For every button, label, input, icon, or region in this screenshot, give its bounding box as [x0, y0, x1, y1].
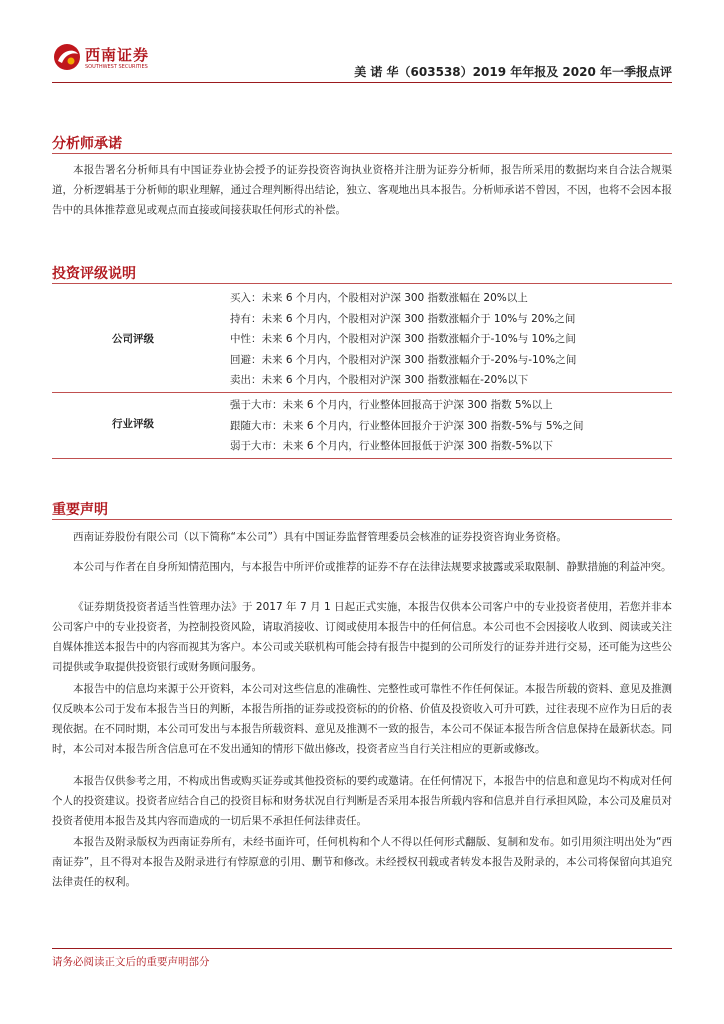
- section-title-rating: 投资评级说明: [52, 266, 136, 282]
- analyst-commitment-paragraph: 本报告署名分析师具有中国证券业协会授予的证券投资咨询执业资格并注册为证券分析师，报告所采用的数据均来自合法合规渠道，分析逻辑基于分析师的职业理解，通过合理判断得出结论，独立、客观地出具本报告。分析师承诺不曾因，不因，也将不会因本报告中的具体推荐意见或观点而直接或间接获取任何形式的补偿。: [52, 164, 672, 216]
- company-rating-label: 公司评级: [112, 333, 154, 345]
- header-divider: [52, 82, 672, 83]
- disclaimer-paragraph: 《证券期货投资者适当性管理办法》于 2017 年 7 月 1 日起正式实施，本报告仅供本公司客户中的专业投资者使用，若您并非本公司客户中的专业投资者，为控制投资风险，请取消接收、订阅或使用本报告中的任何信息。本公司也不会因接收人收到、阅读或关注自媒体推送本报告中的内容而视其为客户。本公司或关联机构可能会持有报告中提到的公司所发行的证券并进行交易，还可能为这些公司提供或争取提供投资银行或财务顾问服务。: [52, 601, 672, 673]
- industry-rating-label: 行业评级: [112, 418, 154, 430]
- logo-text: 西南证券: [85, 46, 150, 64]
- footer-note: 请务必阅读正文后的重要声明部分: [52, 956, 210, 968]
- logo-subtext: SOUTHWEST SECURITIES: [85, 64, 148, 70]
- disclaimer-paragraph: 本报告中的信息均来源于公开资料，本公司对这些信息的准确性、完整性或可靠性不作任何保证。本报告所载的资料、意见及推测仅反映本公司于发布本报告当日的判断，本报告所指的证券或投资标的的价格、价值及投资收入可升可跌，过往表现不应作为日后的表现依据。在不同时期，本公司可发出与本报告所载资料、意见及推测不一致的报告，本公司不保证本报告所含信息保持在最新状态。同时，本公司对本报告所含信息可在不发出通知的情形下做出修改，投资者应当自行关注相应的更新或修改。: [52, 683, 672, 755]
- rating-line: 强于大市：未来 6 个月内，行业整体回报高于沪深 300 指数 5%以上: [230, 399, 553, 411]
- disclaimer-paragraph: 本报告仅供参考之用，不构成出售或购买证券或其他投资标的要约或邀请。在任何情况下，本报告中的信息和意见均不构成对任何个人的投资建议。投资者应结合自己的投资目标和财务状况自行判断是否采用本报告所载内容和信息并自行承担风险，本公司及雇员对投资者使用本报告及其内容而造成的一切后果不承担任何法律责任。: [52, 775, 672, 827]
- company-rating-lines: [230, 288, 576, 391]
- rating-table-bottom-rule: [52, 458, 672, 459]
- section-divider: [52, 519, 672, 520]
- rating-line: 买入：未来 6 个月内，个股相对沪深 300 指数涨幅在 20%以上: [230, 292, 528, 304]
- section-title-disclaimer: 重要声明: [52, 502, 108, 518]
- rating-line: 中性：未来 6 个月内，个股相对沪深 300 指数涨幅介于-10%与 10%之间: [230, 333, 576, 345]
- disclaimer-paragraph: 本报告及附录版权为西南证券所有，未经书面许可，任何机构和个人不得以任何形式翻版、复制和发布。如引用须注明出处为“西南证券”，且不得对本报告及附录进行有悖原意的引用、删节和修改。未经授权刊载或者转发本报告及附录的，本公司将保留向其追究法律责任的权利。: [52, 836, 672, 888]
- rating-table-divider: [52, 392, 672, 393]
- rating-table: [52, 288, 672, 458]
- disclaimer-paragraph: 本公司与作者在自身所知情范围内，与本报告中所评价或推荐的证券不存在法律法规要求披露或采取限制、静默措施的利益冲突。: [73, 561, 672, 573]
- report-title: 美 诺 华（603538）2019 年年报及 2020 年一季报点评: [354, 65, 672, 79]
- disclaimer-paragraph: 西南证券股份有限公司（以下简称“本公司”）具有中国证券监督管理委员会核准的证券投资咨询业务资格。: [73, 531, 567, 543]
- rating-line: 持有：未来 6 个月内，个股相对沪深 300 指数涨幅介于 10%与 20%之间: [230, 312, 576, 325]
- logo-mark-icon: [52, 42, 82, 72]
- section-title-analyst-commitment: 分析师承诺: [52, 136, 122, 152]
- company-logo: [52, 42, 162, 74]
- industry-rating-lines: [230, 395, 584, 457]
- rating-line: 卖出：未来 6 个月内，个股相对沪深 300 指数涨幅在-20%以下: [230, 374, 529, 386]
- rating-line: 回避：未来 6 个月内，个股相对沪深 300 指数涨幅介于-20%与-10%之间: [230, 353, 577, 366]
- section-divider: [52, 153, 672, 154]
- rating-line: 跟随大市：未来 6 个月内，行业整体回报介于沪深 300 指数-5%与 5%之间: [230, 419, 584, 432]
- rating-line: 弱于大市：未来 6 个月内，行业整体回报低于沪深 300 指数-5%以下: [230, 440, 554, 452]
- footer-divider: [52, 948, 672, 949]
- section-divider: [52, 283, 672, 284]
